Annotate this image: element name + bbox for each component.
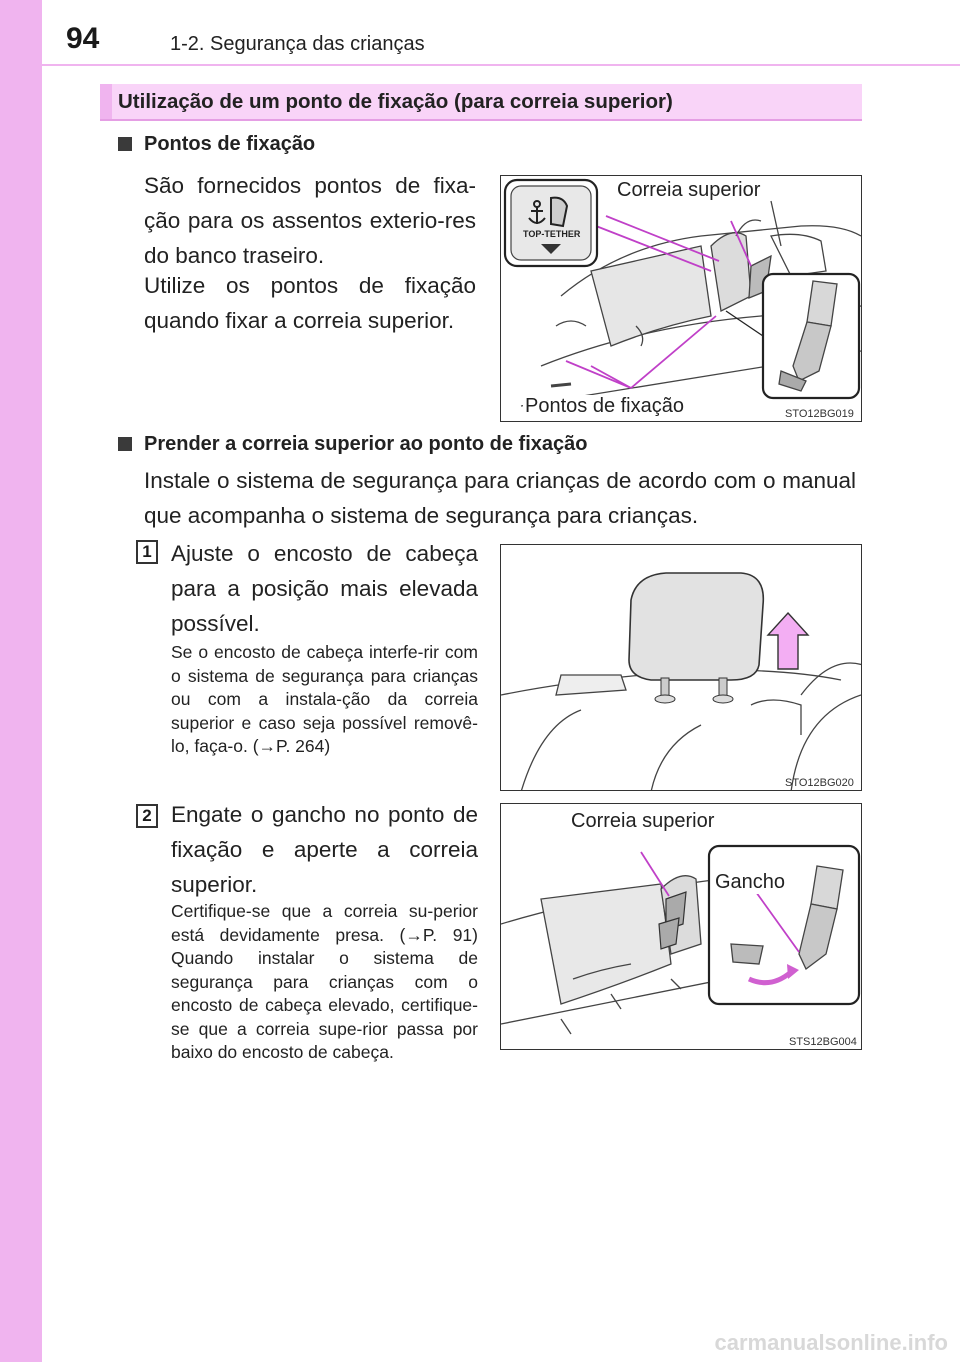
subheading-text: Prender a correia superior ao ponto de fixação xyxy=(144,433,588,455)
subheading-attach-strap xyxy=(118,433,587,456)
label-top-strap: Correia superior xyxy=(617,179,761,201)
up-arrow-icon xyxy=(768,613,808,669)
hook-attach-illustration xyxy=(501,804,862,1050)
paragraph-use-anchor-points: Utilize os pontos de fixação quando fixar a correia superior. xyxy=(144,273,476,333)
label-anchor-points: Pontos de fixação xyxy=(525,395,684,417)
section-title-bar xyxy=(100,84,862,120)
figure-hook-strap xyxy=(500,803,862,1050)
step-1-text: Ajuste o encosto de cabeça para a posição mais elevada possível. xyxy=(171,541,478,636)
section-underline xyxy=(100,119,862,121)
figure-code: STS12BG004 xyxy=(789,1036,857,1048)
chapter-sidebar-tab xyxy=(0,0,42,1362)
header-rule xyxy=(42,64,960,66)
headrest-shape xyxy=(629,573,763,680)
paragraph-install-instructions: Instale o sistema de segurança para crianças de acordo com o manual que acompanha o sistema de segurança para crianças. xyxy=(144,468,856,528)
section-title: Utilização de um ponto de fixação (para correia superior) xyxy=(118,90,673,113)
subheading-text: Pontos de fixação xyxy=(144,133,316,155)
figure-headrest xyxy=(500,544,862,791)
step-1-note: Se o encosto de cabeça interfe-rir com o sistema de segurança para crianças ou com a instala-ção da correia superior e caso seja possível removê-lo, faça-o. (→P. 264) xyxy=(171,642,478,756)
label-hook: Gancho xyxy=(715,871,786,893)
step-2-text: Engate o gancho no ponto de fixação e aperte a correia superior. xyxy=(171,802,478,897)
label-top-strap: Correia superior xyxy=(571,810,715,832)
step-2-note: Certifique-se que a correia su-perior está devidamente presa. (→P. 91) Quando instalar o sistema de segurança para crianças com o encosto de cabeça elevado, certifique-se que a correia supe-rior passa por baixo do encosto de cabeça. xyxy=(171,901,478,1062)
step-number-badge: 1 xyxy=(136,540,158,564)
chapter-title: 1-2. Segurança das crianças xyxy=(170,33,425,55)
figure-code: STO12BG020 xyxy=(785,777,854,789)
square-bullet-icon xyxy=(118,137,132,151)
square-bullet-icon xyxy=(118,437,132,451)
paragraph-anchor-points-provided: São fornecidos pontos de fixa-ção para os assentos exterio-res do banco traseiro. xyxy=(144,173,476,268)
footer-watermark: carmanualsonline.info xyxy=(714,1330,948,1355)
step-number-badge: 2 xyxy=(136,804,158,828)
page-number: 94 xyxy=(66,22,100,55)
figure-anchor-points xyxy=(500,175,862,422)
rear-seat-illustration xyxy=(501,176,862,422)
figure-code: STO12BG019 xyxy=(785,408,854,420)
headrest-illustration xyxy=(501,545,862,791)
subheading-anchor-points xyxy=(118,133,315,156)
top-tether-icon-text: TOP-TETHER xyxy=(523,229,581,239)
